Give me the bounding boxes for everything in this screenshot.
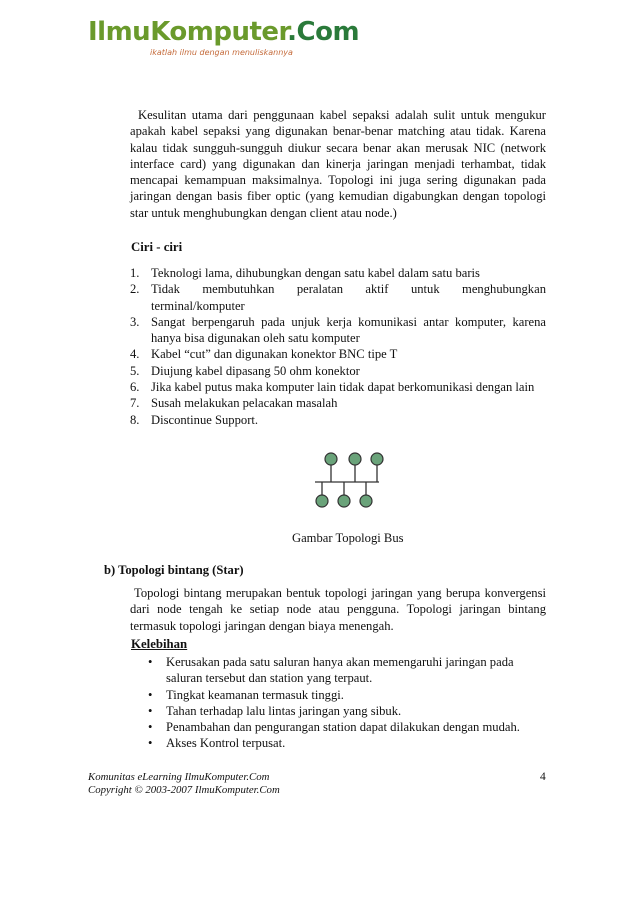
list-item-text: Tahan terhadap lalu lintas jaringan yang sibuk. xyxy=(166,703,402,718)
kelebihan-list xyxy=(148,654,548,752)
list-item xyxy=(148,719,548,735)
list-item-text: Tingkat keamanan termasuk tinggi. xyxy=(166,687,344,702)
page-number: 4 xyxy=(540,771,546,783)
list-item-text: Susah melakukan pelacakan masalah xyxy=(151,396,338,411)
word: menghubungkan xyxy=(462,282,546,297)
kelebihan-heading: Kelebihan xyxy=(131,637,188,651)
logo-suffix: .Com xyxy=(287,17,360,47)
list-item xyxy=(148,735,548,751)
list-item xyxy=(148,654,548,687)
node-circle xyxy=(325,453,337,465)
list-item-text: Sangat berpengaruh pada unjuk kerja komunikasi antar komputer, karena hanya bisa digunakan oleh satu komputer xyxy=(151,314,546,346)
footer-community: Komunitas eLearning IlmuKomputer.Com xyxy=(88,771,270,783)
list-item xyxy=(130,412,546,428)
word: untuk xyxy=(410,282,440,297)
node-circle xyxy=(360,495,372,507)
bus-nodes xyxy=(316,453,383,507)
list-item-line xyxy=(151,281,546,297)
list-item xyxy=(130,346,546,362)
list-item-text: Jika kabel putus maka komputer lain tidak dapat berkomunikasi dengan lain xyxy=(151,380,535,395)
page-footer xyxy=(88,771,280,797)
list-item-text: Kabel “cut” dan digunakan konektor BNC tipe T xyxy=(151,347,398,362)
word: membutuhkan xyxy=(202,282,275,297)
list-item-line: terminal/komputer xyxy=(151,298,245,313)
list-number: 5. xyxy=(130,363,140,378)
list-number: 7. xyxy=(130,396,140,411)
list-item-text: Teknologi lama, dihubungkan dengan satu kabel dalam satu baris xyxy=(151,266,480,280)
ciri-list xyxy=(130,265,546,428)
word: Tidak xyxy=(151,282,180,297)
bullet-icon: • xyxy=(148,687,153,702)
list-item xyxy=(130,379,546,395)
word: peralatan xyxy=(296,282,343,297)
list-item xyxy=(130,363,546,379)
bus-cables xyxy=(315,464,379,496)
list-number: 2. xyxy=(130,282,140,297)
list-item xyxy=(130,281,546,314)
site-logo xyxy=(88,17,360,57)
logo-tagline: ikatlah ilmu dengan menuliskannya xyxy=(150,48,293,57)
list-number: 8. xyxy=(130,412,140,427)
intro-paragraph-text: Kesulitan utama dari penggunaan kabel sepaksi adalah sulit untuk mengukur apakah kabel sepaksi yang digunakan benar-benar matching atau tidak. Karena kalau tidak sungguh-sungguh diukur secara benar akan merusak NIC (network interface card) yang digunakan dan kinerja jaringan menjadi terhambat, tidak mencapai kemampuan maksimalnya. Topologi ini juga sering digunakan pada jaringan dengan basis fiber optic (yang kemudian digabungkan dengan topologi star untuk menghubungkan dengan client atau node.) xyxy=(130,108,546,220)
bus-topology-diagram xyxy=(310,450,390,514)
node-circle xyxy=(338,495,350,507)
list-item xyxy=(130,395,546,411)
list-item xyxy=(130,314,546,347)
list-item-text: Akses Kontrol terpusat. xyxy=(166,736,286,751)
intro-paragraph xyxy=(130,107,546,221)
section-heading-star: b) Topologi bintang (Star) xyxy=(104,563,244,577)
list-item xyxy=(130,265,546,281)
figure-caption: Gambar Topologi Bus xyxy=(292,531,404,545)
list-item-text: Diujung kabel dipasang 50 ohm konektor xyxy=(151,363,360,378)
logo-main-text: IlmuKomputer xyxy=(88,17,288,47)
star-paragraph xyxy=(130,585,546,634)
star-paragraph-text: Topologi bintang merupakan bentuk topologi jaringan yang berupa konvergensi dari node tengah ke setiap node atau pengguna. Topologi jaringan bintang termasuk topologi jaringan dengan biaya menengah. xyxy=(130,586,546,633)
node-circle xyxy=(371,453,383,465)
list-item-text: Penambahan dan pengurangan station dapat dilakukan dengan mudah. xyxy=(166,720,520,735)
word: aktif xyxy=(365,282,389,297)
list-number: 1. xyxy=(130,266,140,280)
bullet-icon: • xyxy=(148,736,153,751)
bullet-icon: • xyxy=(148,703,153,718)
list-item-text: Discontinue Support. xyxy=(151,412,259,427)
list-item xyxy=(148,687,548,703)
footer-copyright: Copyright © 2003-2007 IlmuKomputer.Com xyxy=(88,784,280,796)
node-circle xyxy=(316,495,328,507)
logo-wordmark xyxy=(88,18,359,46)
ciri-heading: Ciri - ciri xyxy=(131,240,183,254)
list-number: 4. xyxy=(130,347,140,362)
bullet-icon: • xyxy=(148,655,153,669)
list-item-text: Kerusakan pada satu saluran hanya akan memengaruhi jaringan pada saluran tersebut dan station yang terpaut. xyxy=(166,655,514,686)
list-number: 6. xyxy=(130,380,140,395)
list-item xyxy=(148,703,548,719)
node-circle xyxy=(349,453,361,465)
list-number: 3. xyxy=(130,314,140,329)
bullet-icon: • xyxy=(148,720,153,735)
